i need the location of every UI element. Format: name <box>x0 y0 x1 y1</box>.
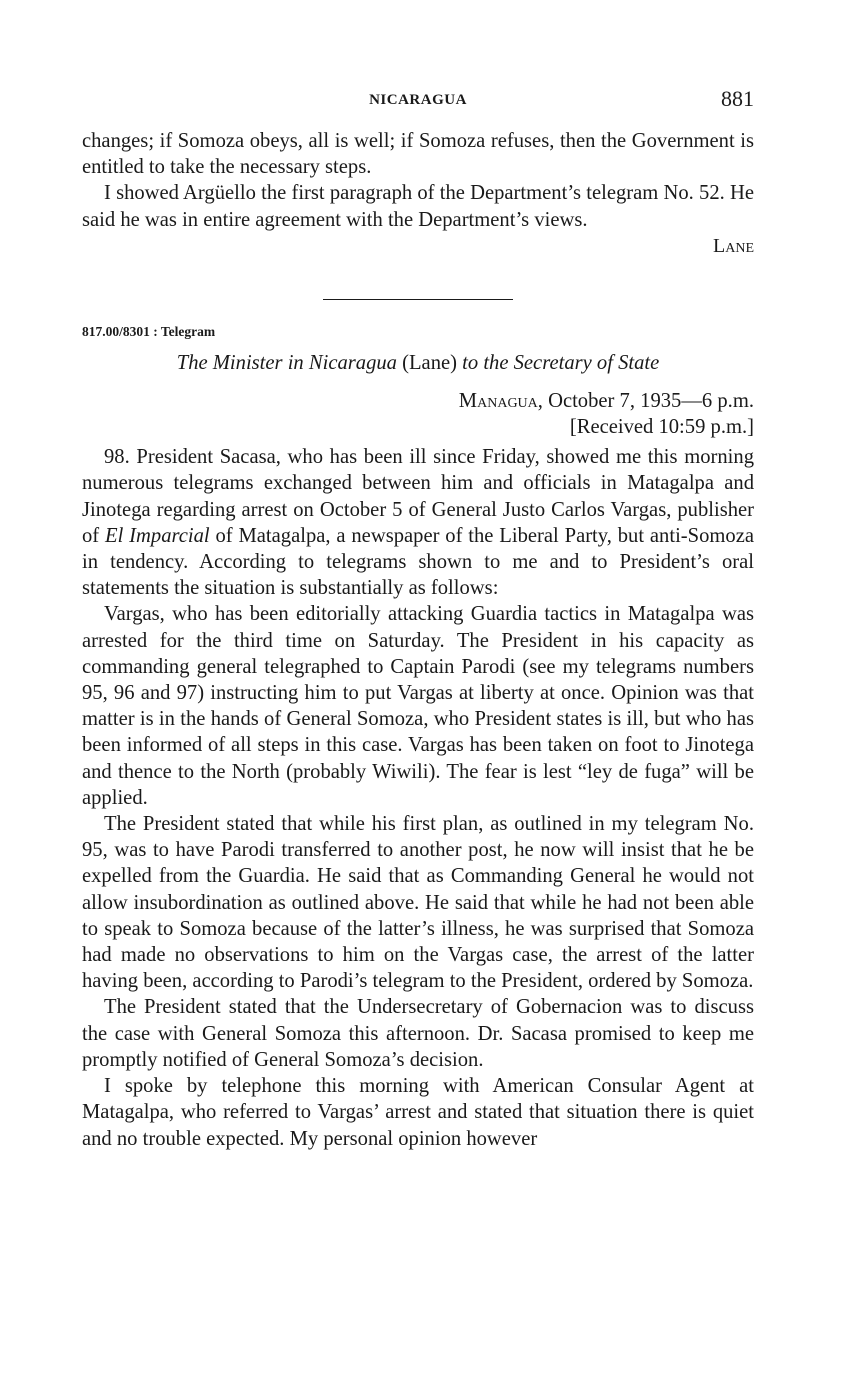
page-number: 881 <box>721 86 754 111</box>
paragraph-vargas: Vargas, who has been editorially attacking Guardia tactics in Matagalpa was arrested for the third time on Saturday. The President in his capacity as commanding general telegraphed to Captain Parodi (see my telegrams numbers 95, 96 and 97) instructing him to put Vargas at liberty at once. Opinion was that matter is in the hands of General Somoza, who President states is ill, but who has been informed of all steps in this case. Vargas has been taken on foot to Jinotega and thence to the North (probably Wiwili). The fear is lest “ley de fuga” will be applied. <box>82 603 754 809</box>
paragraph-telephone: I spoke by telephone this morning with American Consular Agent at Matagalpa, who referred to Vargas’ arrest and stated that situation there is quiet and no trouble expected. My personal opinion however <box>82 1075 754 1150</box>
dateline-place: Managua <box>458 390 538 413</box>
newspaper-name: El Imparcial <box>105 524 210 547</box>
file-reference: 817.00/8301 : Telegram <box>82 324 216 340</box>
body-text <box>82 128 754 1152</box>
para1-a: 98. President Sacasa, who has been ill since Friday, showed me this morning numerous telegrams exchanged between him and officials in Matagalpa and Jinotega regarding arrest on October 5 of General Justo Carlos Vargas, publisher of <box>82 446 754 547</box>
running-head: NICARAGUA <box>369 92 467 108</box>
dateline-rest: , October 7, 1935—6 p.m. <box>537 390 754 413</box>
document-title <box>82 350 754 376</box>
paragraph-98 <box>82 444 754 601</box>
para1-b: of Matagalpa, a newspaper of the Liberal Party, but anti-Somoza in tendency. According to telegrams shown to me and to President’s oral statements the situation is substantially as follows: <box>82 524 754 600</box>
page-header <box>82 86 754 116</box>
signature: Lane <box>713 234 754 257</box>
title-part1: The Minister in Nicaragua <box>176 352 403 375</box>
carryover-paragraph: changes; if Somoza obeys, all is well; if Somoza refuses, then the Government is entitled to take the necessary steps. <box>82 130 754 179</box>
section-divider <box>323 299 513 300</box>
paragraph-president-plan: The President stated that while his first plan, as outlined in my telegram No. 95, was to have Parodi transferred to another post, he now will insist that he be expelled from the Guardia. He said that as Commanding General he would not allow insubordination as outlined above. He said that while he had not been able to speak to Somoza because of the latter’s illness, he was surprised that Somoza had made no observations to him on the Vargas case, the arrest of the latter having been, according to Parodi’s telegram to the President, ordered by Somoza. <box>82 813 754 993</box>
paragraph-undersecretary: The President stated that the Undersecretary of Gobernacion was to discuss the case with General Somoza this afternoon. Dr. Sacasa promised to keep me promptly notified of General Somoza’s decision. <box>82 996 754 1071</box>
received-note: [Received 10:59 p.m.] <box>569 416 754 439</box>
carryover-paragraph-2: I showed Argüello the first paragraph of the Department’s telegram No. 52. He said he was in entire agreement with the Department’s views. <box>82 182 754 231</box>
title-paren: (Lane) <box>402 352 457 375</box>
title-part2: to the Secretary of State <box>457 352 660 375</box>
dateline <box>82 388 754 414</box>
